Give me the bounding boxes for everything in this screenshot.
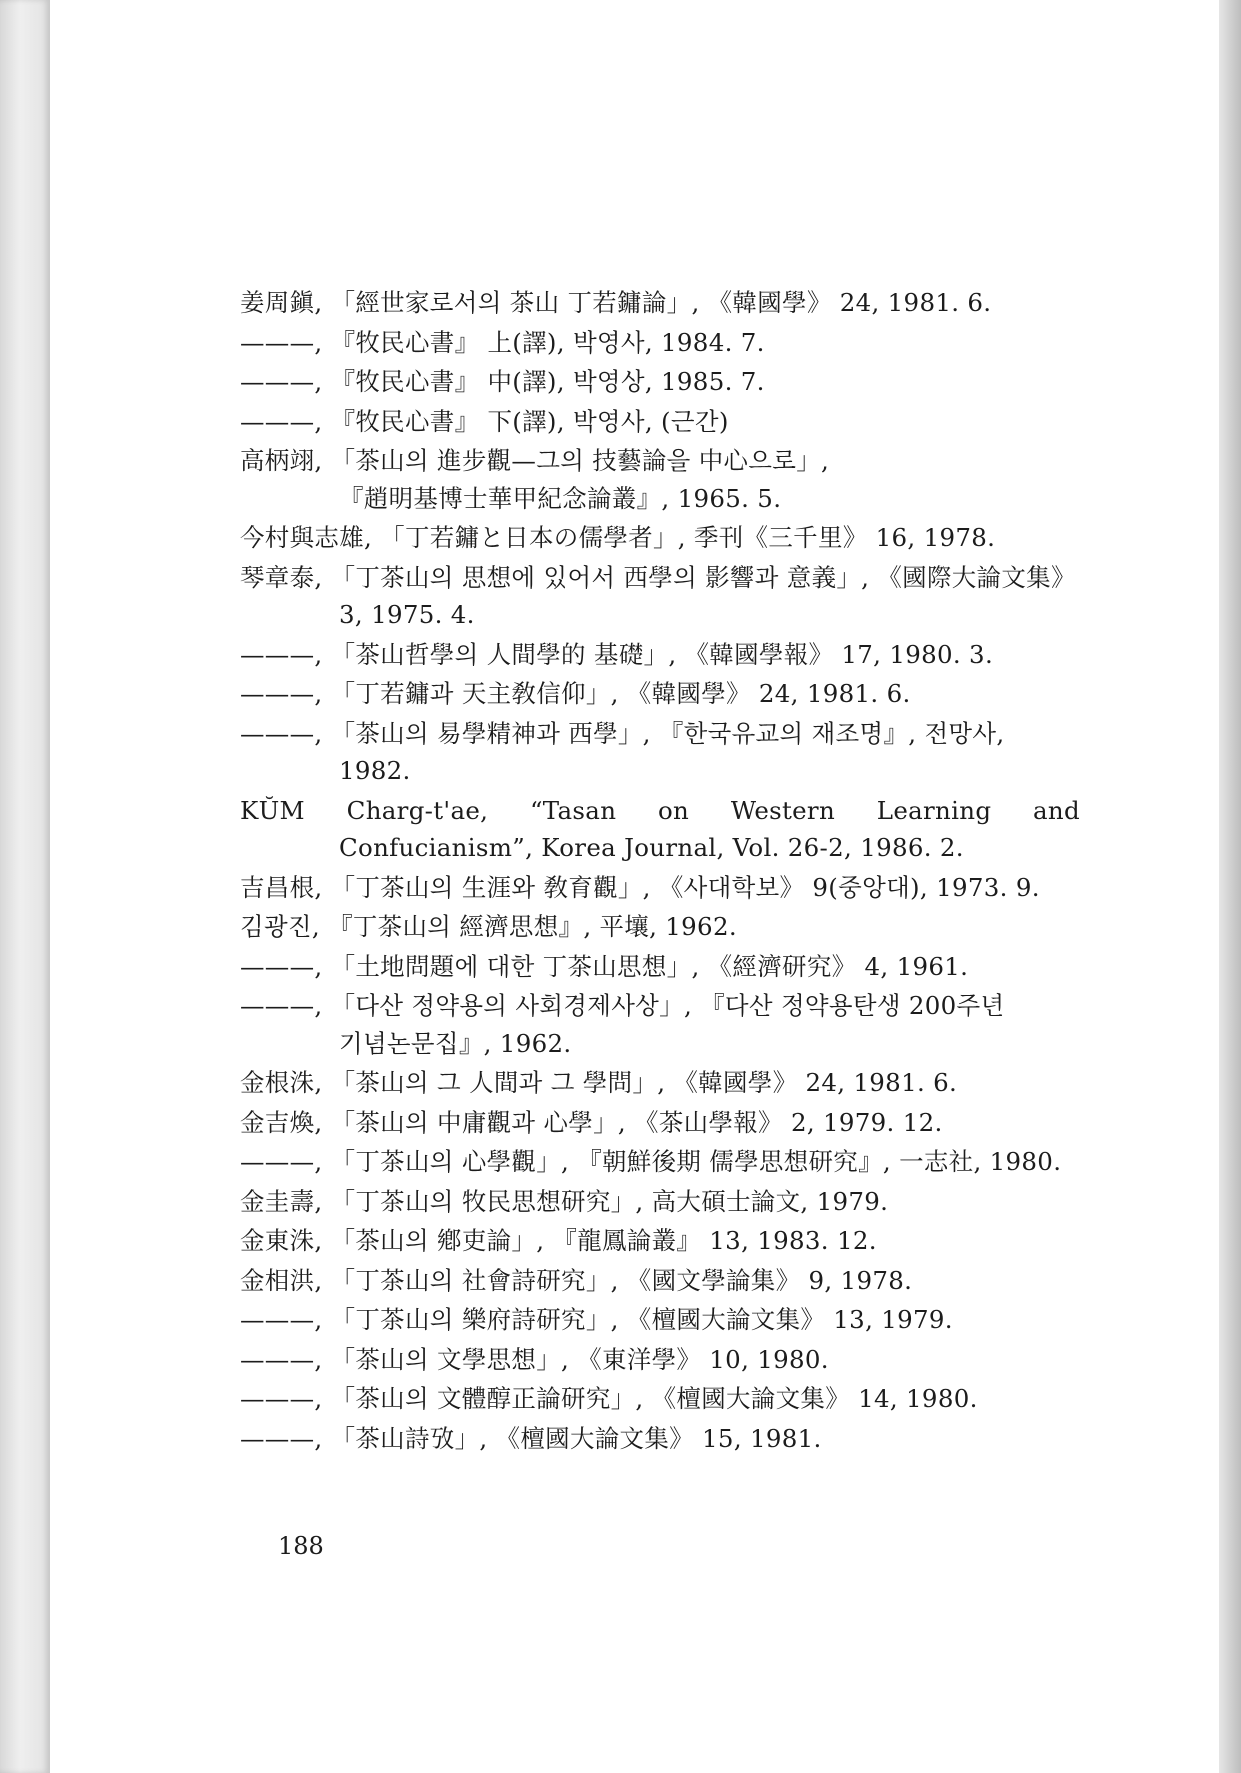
bibliography-entry: 琴章泰, 「丁茶山의 思想에 있어서 西學의 影響과 意義」, 《國際大論文集》 3, 1975. 4. [240,562,1076,629]
bibliography-entry: 金吉煥, 「茶山의 中庸觀과 心學」, 《茶山學報》 2, 1979. 12. [240,1107,943,1137]
bibliography-entry: 吉昌根, 「丁茶山의 生涯와 敎育觀」, 《사대학보》 9(중앙대), 1973. 9. [240,872,1040,902]
bibliography-entry: ———, 「丁茶山의 心學觀」, 『朝鮮後期 儒學思想研究』, 一志社, 1980. [240,1147,1062,1176]
bibliography-list [240,284,1080,1459]
bibliography-entry: 金東洙, 「茶山의 鄕吏論」, 『龍鳳論叢』 13, 1983. 12. [240,1226,877,1255]
bibliography-entry: 金相洪, 「丁茶山의 社會詩研究」, 《國文學論集》 9, 1978. [240,1265,913,1295]
bibliography-entry: 金根洙, 「茶山의 그 人間과 그 學問」, 《韓國學》 24, 1981. 6. [240,1068,958,1097]
bibliography-entry: 金圭壽, 「丁茶山의 牧民思想研究」, 高大碩士論文, 1979. [240,1186,889,1216]
bibliography-entry: ———, 「茶山詩攷」, 《檀國大論文集》 15, 1981. [240,1423,822,1453]
page-number: 188 [278,1532,324,1560]
bibliography-entry: ———, 「茶山의 易學精神과 西學」, 『한국유교의 재조명』, 전망사, 1982. [240,718,1005,785]
bibliography-entry: ———, 「茶山의 文體醇正論研究」, 《檀國大論文集》 14, 1980. [240,1384,978,1413]
bibliography-entry: ———, 「茶山哲學의 人間學的 基礎」, 《韓國學報》 17, 1980. 3. [240,639,994,669]
bibliography-entry: ———, 『牧民心書』 中(譯), 박영상, 1985. 7. [240,367,765,396]
bibliography-entry: ———, 「다산 정약용의 사회경제사상」, 『다산 정약용탄생 200주년 기념논문집』, 1962. [240,991,1005,1058]
bibliography-entry: 姜周鎭, 「經世家로서의 茶山 丁若鏞論」, 《韓國學》 24, 1981. 6. [240,288,992,317]
bibliography-entry: 高柄翊, 「茶山의 進步觀—그의 技藝論을 中心으로」, 『趙明基博士華甲紀念論叢』, 1965. 5. [240,446,830,513]
bibliography-entry: KŬM Charg-t'ae, “Tasan on Western Learning and Confucianism”, Korea Journal, Vol. 26-2, 1986. 2. [240,795,1080,862]
bibliography-entry: ———, 「土地問題에 대한 丁茶山思想」, 《經濟研究》 4, 1961. [240,951,969,981]
bibliography-entry: 김광진, 『丁茶山의 經濟思想』, 平壤, 1962. [240,912,737,941]
bibliography-entry: ———, 「丁若鏞과 天主敎信仰」, 《韓國學》 24, 1981. 6. [240,679,911,708]
bibliography-entry: ———, 『牧民心書』 下(譯), 박영사, (근간) [240,406,729,436]
book-spine [0,0,50,1773]
bibliography-entry: ———, 「丁茶山의 樂府詩研究」, 《檀國大論文集》 13, 1979. [240,1305,953,1334]
bibliography-entry: 今村與志雄, 「丁若鏞と日本の儒學者」, 季刊《三千里》 16, 1978. [240,523,996,552]
page-edge [1219,0,1241,1773]
bibliography-entry: ———, 『牧民心書』 上(譯), 박영사, 1984. 7. [240,327,765,357]
bibliography-entry: ———, 「茶山의 文學思想」, 《東洋學》 10, 1980. [240,1344,829,1374]
